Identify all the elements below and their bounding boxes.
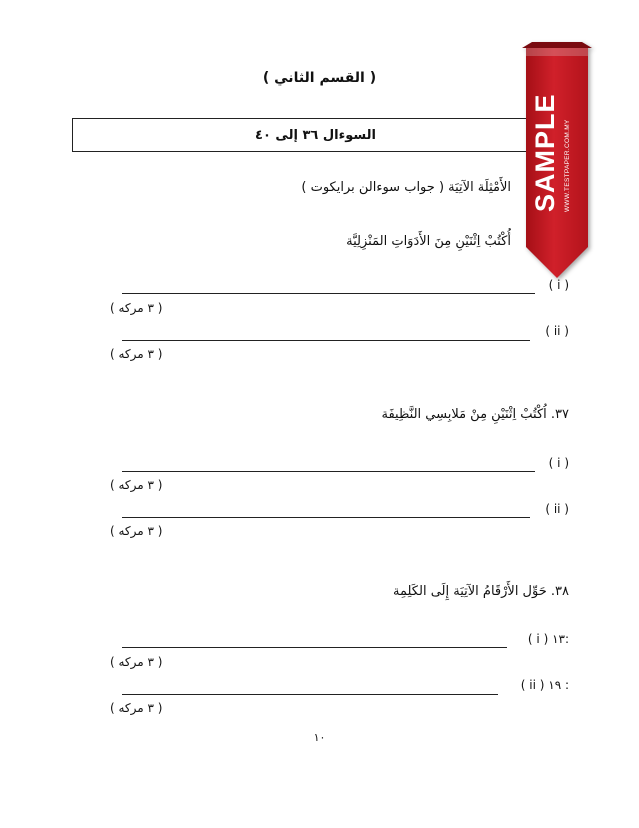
answer-line[interactable]: [122, 340, 530, 341]
marks-label: ( ٣ مركه ): [110, 347, 163, 361]
question-range-title: السوءال ٣٦ إلى ٤٠: [255, 128, 376, 143]
answer-line[interactable]: [122, 694, 498, 695]
answer-number: ( i ): [548, 456, 569, 470]
watermark-word: SAMPLE: [530, 93, 560, 212]
answer-number: ( i ): [548, 278, 569, 292]
answer-number: ( ii ) ١٩ :: [520, 678, 569, 692]
answer-line[interactable]: [122, 471, 535, 472]
answer-line[interactable]: [122, 647, 507, 648]
answer-number: ( ii ): [545, 324, 569, 338]
marks-label: ( ٣ مركه ): [110, 478, 163, 492]
question-37-text: ٣٧. اُكْتُبْ اِثْنَيْنِ مِنْ مَلابِسِي النَّظِيفَة: [381, 407, 569, 422]
question-36-text: أُكْتُبْ اِثْنَيْنِ مِنَ الأَدَوَاتِ المَنْزِلِيَّة: [346, 234, 511, 249]
answer-line[interactable]: [122, 517, 530, 518]
sample-watermark-ribbon: [522, 42, 592, 280]
answer-number: ( i ) ١٣:: [527, 632, 569, 646]
watermark-url: WWW.TESTPAPER.COM.MY: [564, 119, 571, 212]
answer-number: ( ii ): [545, 502, 569, 516]
page-number: ١٠: [313, 731, 326, 744]
marks-label: ( ٣ مركه ): [110, 655, 163, 669]
question-38-text: ٣٨. حَوِّل الأَرْقَامُ الآتِيَة إِلَى الكَلِمِة: [393, 584, 569, 599]
answer-line[interactable]: [122, 293, 535, 294]
marks-label: ( ٣ مركه ): [110, 524, 163, 538]
section-title: ( القسم الثاني ): [262, 70, 377, 86]
marks-label: ( ٣ مركه ): [110, 301, 163, 315]
marks-label: ( ٣ مركه ): [110, 701, 163, 715]
instruction-text: الأَمْثِلَة الآتِيَة ( جواب سوءالن برايكوت ): [301, 180, 511, 195]
